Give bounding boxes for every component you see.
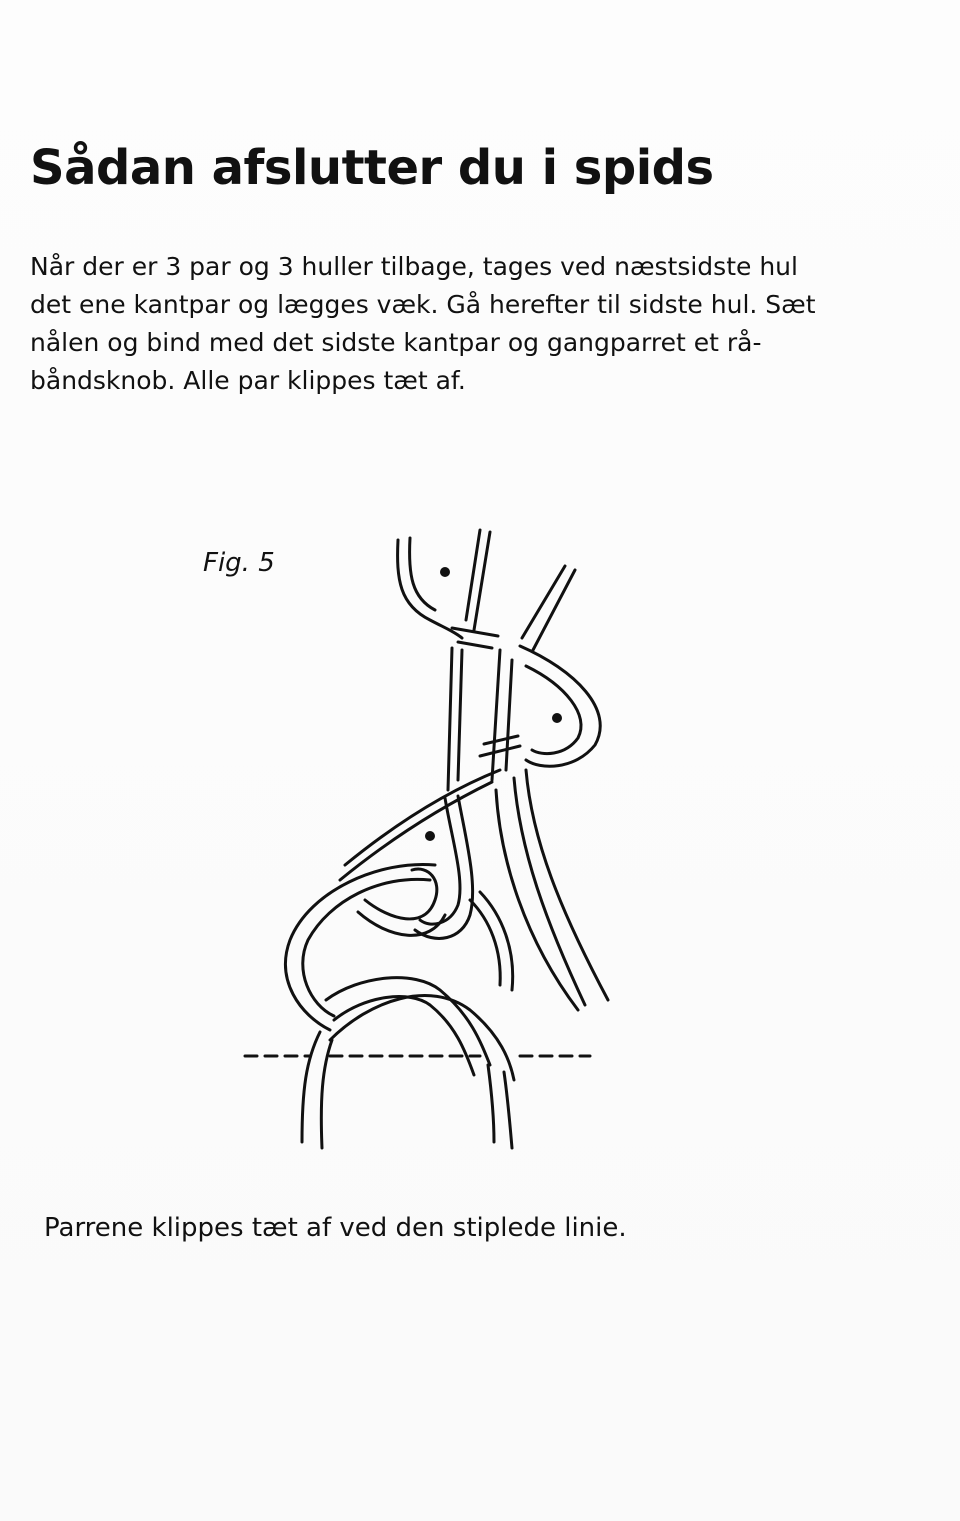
page-title: Sådan afslutter du i spids (30, 140, 714, 196)
thread-path (488, 1065, 494, 1142)
thread-path (496, 790, 578, 1010)
thread-path (458, 650, 462, 780)
intro-line: Når der er 3 par og 3 huller tilbage, tages ved næstsidste hul (30, 252, 798, 281)
intro-line: nålen og bind med det sidste kantpar og gangparret et rå- (30, 328, 762, 357)
thread-path (484, 736, 518, 744)
pin-dot (425, 831, 435, 841)
figure-caption: Parrene klippes tæt af ved den stiplede linie. (44, 1213, 627, 1243)
thread-path (458, 642, 492, 648)
thread-path (330, 996, 514, 1080)
thread-path (504, 1072, 512, 1148)
thread-path (506, 660, 512, 770)
thread-path (480, 892, 513, 990)
intro-line: båndsknob. Alle par klippes tæt af. (30, 366, 466, 395)
thread-path (365, 869, 437, 919)
intro-line: det ene kantpar og lægges væk. Gå herefter til sidste hul. Sæt (30, 290, 816, 319)
figure-label: Fig. 5 (203, 548, 275, 578)
thread-path (480, 746, 520, 756)
pin-dot (552, 713, 562, 723)
thread-path (334, 997, 474, 1075)
thread-path (410, 538, 435, 610)
thread-path (448, 648, 452, 790)
intro-paragraph (30, 248, 860, 400)
thread-path (492, 650, 500, 780)
thread-path (398, 540, 462, 638)
thread-path (520, 646, 600, 766)
pin-dot (440, 567, 450, 577)
thread-path (345, 770, 500, 865)
thread-path (514, 778, 585, 1005)
knot-diagram-icon (230, 520, 630, 1160)
thread-path (302, 1032, 320, 1142)
